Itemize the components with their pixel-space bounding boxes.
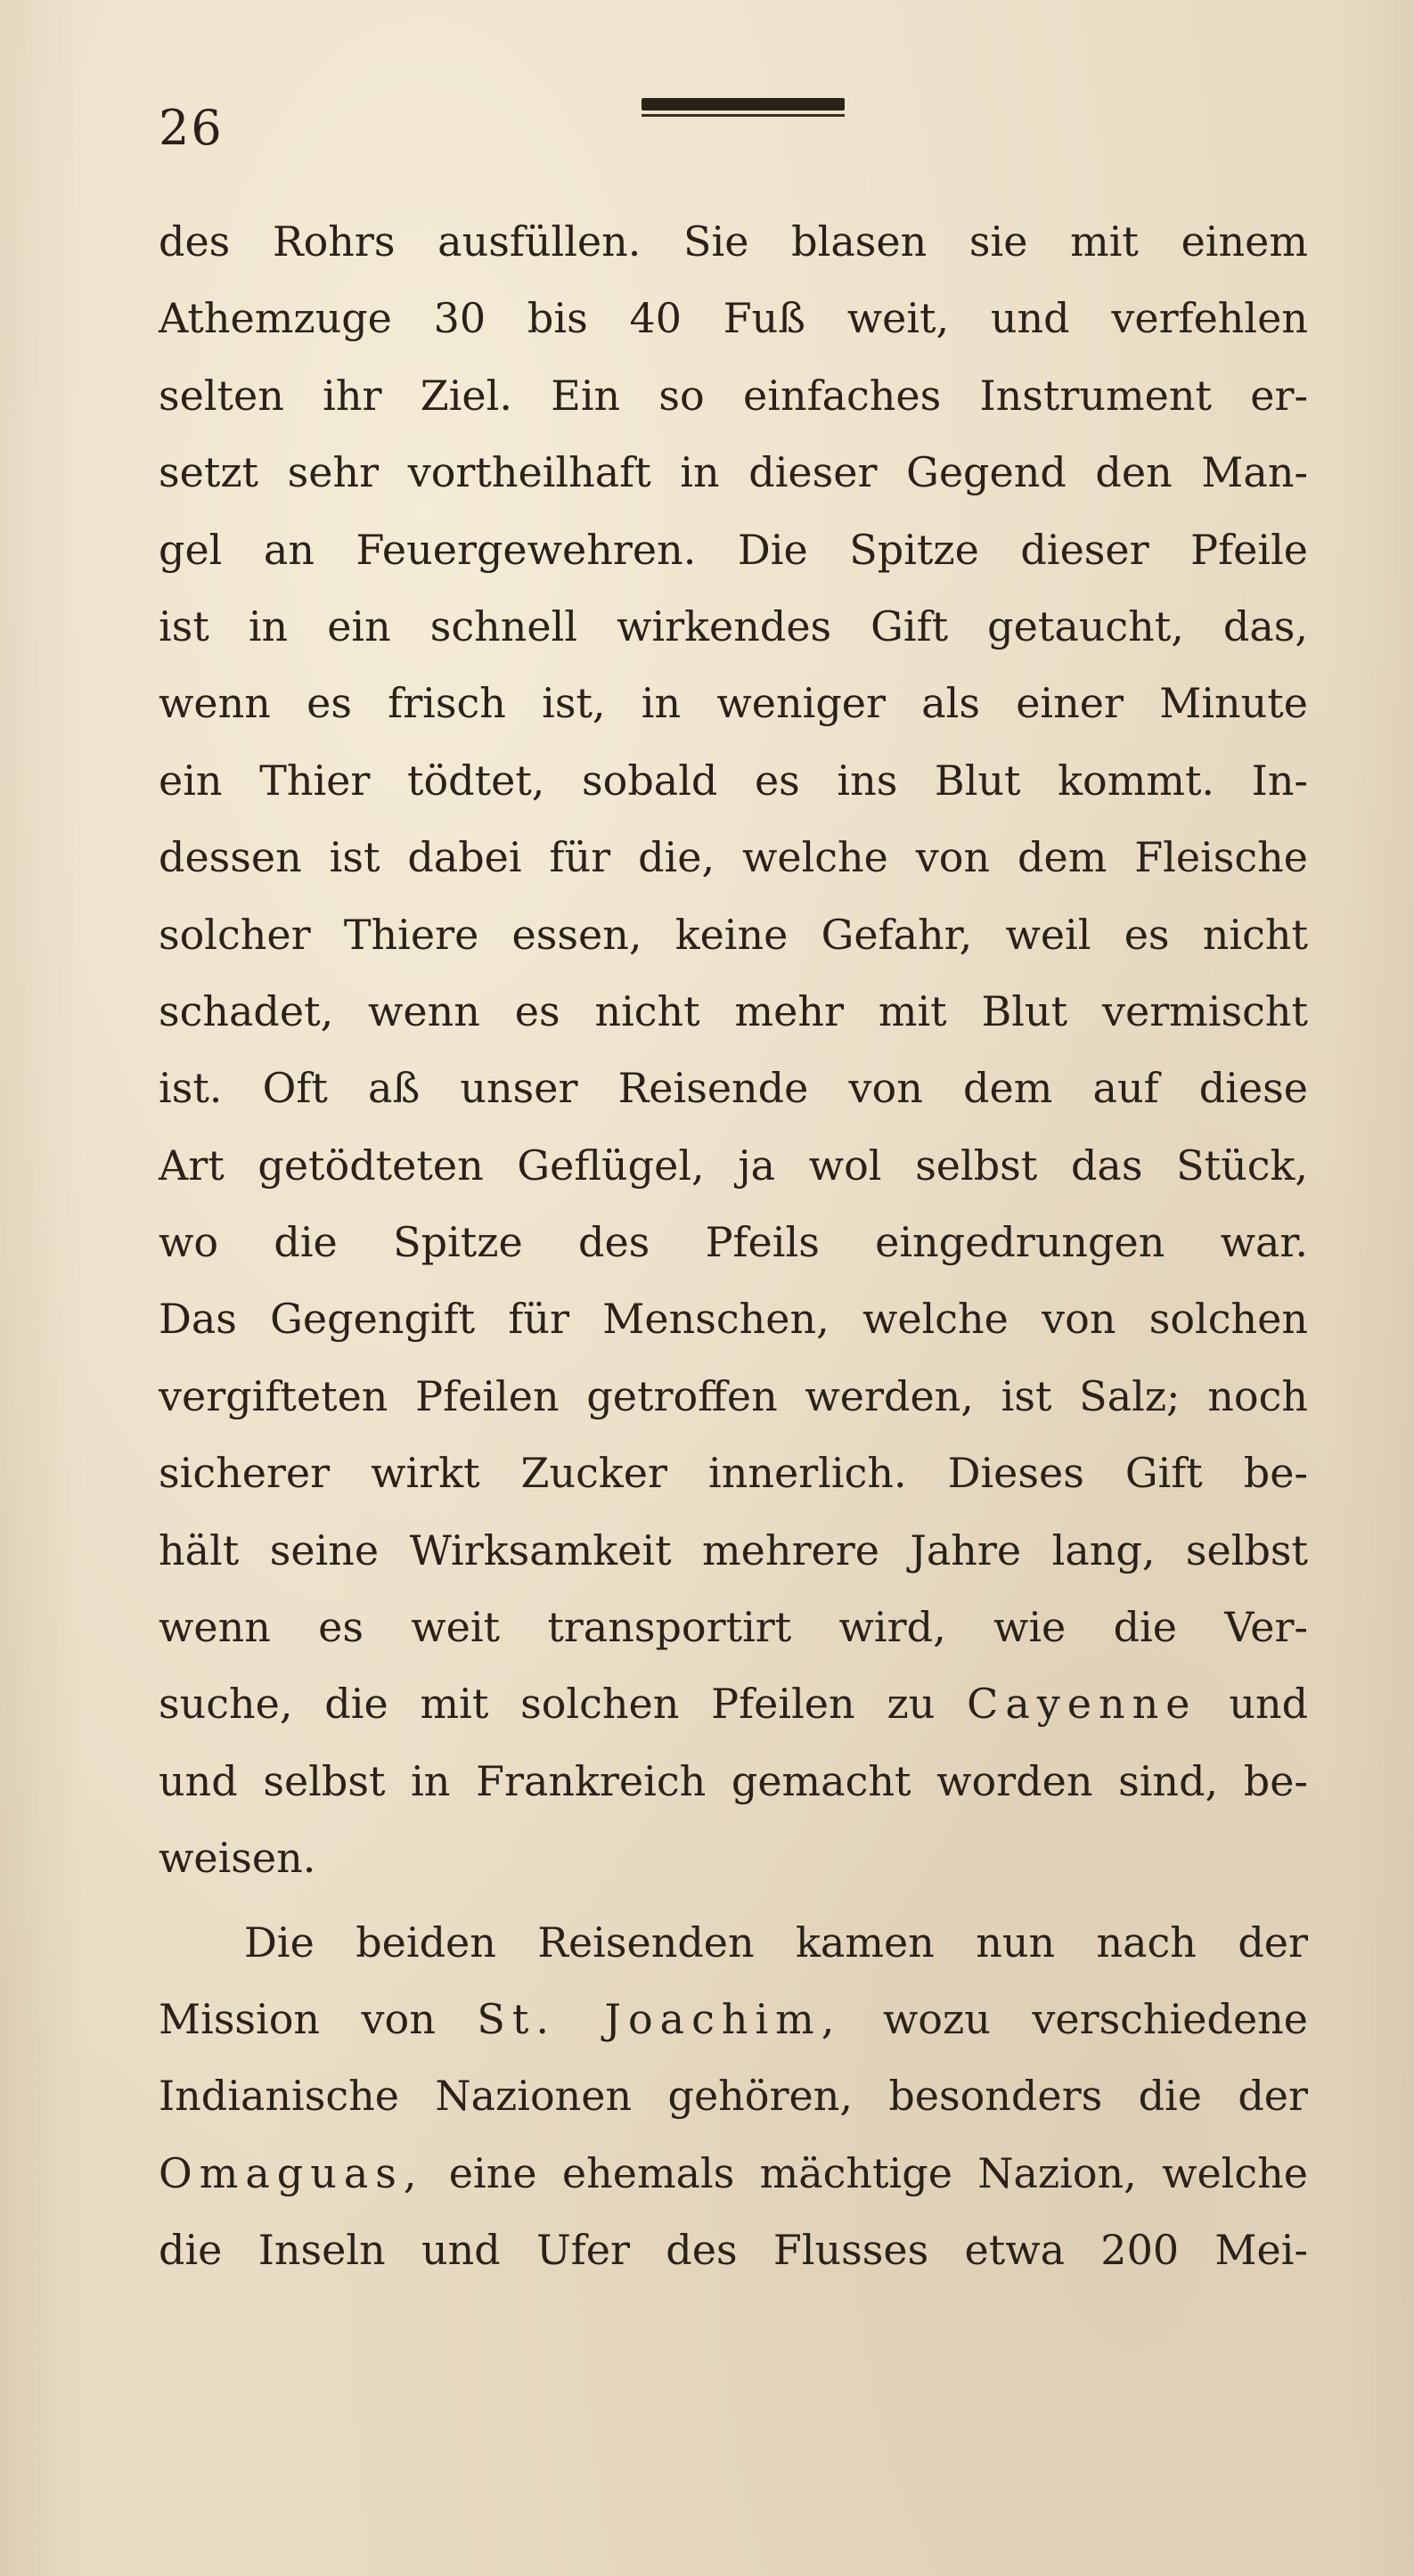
line-tail: und (1229, 1680, 1309, 1729)
text-line: Art getödteten Geflügel, ja wol selbst das Stück, (159, 1141, 1308, 1190)
text-line: selten ihr Ziel. Ein so einfaches Instrument er- (159, 371, 1308, 420)
text-line: ist in ein schnell wirkendes Gift getaucht, das, (159, 601, 1308, 650)
text-line-joachim (159, 1981, 1308, 2057)
text-line: schadet, wenn es nicht mehr mit Blut vermischt (159, 986, 1308, 1035)
text-line: hält seine Wirksamkeit mehrere Jahre lang, selbst (159, 1525, 1308, 1574)
body-text (159, 203, 1308, 2289)
paragraph-start-line: Die beiden Reisenden kamen nun nach der (244, 1918, 1308, 1967)
text-line: sicherer wirkt Zucker innerlich. Dieses Gift be- (159, 1449, 1308, 1498)
line-head: suche, die mit solchen Pfeilen zu (159, 1680, 936, 1729)
text-line: wenn es weit transportirt wird, wie die Ver- (159, 1603, 1308, 1652)
line-tail: wozu verschiedene (882, 1994, 1309, 2043)
text-line: solcher Thiere essen, keine Gefahr, weil es nicht (159, 910, 1308, 959)
text-line: Indianische Nazionen gehören, besonders die der (159, 2072, 1308, 2121)
text-line: setzt sehr vortheilhaft in dieser Gegend den Man- (159, 448, 1308, 497)
text-line: dessen ist dabei für die, welche von dem Fleische (159, 833, 1308, 882)
text-line-omaguas (159, 2135, 1308, 2212)
place-name-cayenne: Cayenne (967, 1680, 1197, 1729)
text-line: und selbst in Frankreich gemacht worden sind, be- (159, 1756, 1308, 1805)
text-line: Das Gegengift für Menschen, welche von solchen (159, 1295, 1308, 1344)
page-number: 26 (159, 100, 224, 156)
text-line: wo die Spitze des Pfeils eingedrungen war. (159, 1218, 1308, 1267)
nation-name-omaguas: Omaguas, (159, 2148, 424, 2197)
text-line: ein Thier tödtet, sobald es ins Blut kommt. In- (159, 756, 1308, 805)
line-tail: eine ehemals mächtige Nazion, welche (448, 2148, 1308, 2197)
text-line: weisen. (159, 1834, 316, 1883)
text-line: die Inseln und Ufer des Flusses etwa 200 Mei- (159, 2226, 1308, 2275)
text-line: vergifteten Pfeilen getroffen werden, ist Salz; noch (159, 1371, 1308, 1420)
text-line: des Rohrs ausfüllen. Sie blasen sie mit einem (159, 217, 1308, 266)
text-line: ist. Oft aß unser Reisende von dem auf diese (159, 1064, 1308, 1113)
text-line: gel an Feuergewehren. Die Spitze dieser Pfeile (159, 525, 1308, 574)
text-line-cayenne (159, 1665, 1308, 1742)
text-line: wenn es frisch ist, in weniger als einer Minute (159, 679, 1308, 728)
line-head: Mission von (159, 1994, 436, 2043)
place-name-joachim: St. Joachim, (477, 1994, 842, 2043)
header-rule (642, 98, 845, 110)
text-line: Athemzuge 30 bis 40 Fuß weit, und verfehlen (159, 294, 1308, 343)
